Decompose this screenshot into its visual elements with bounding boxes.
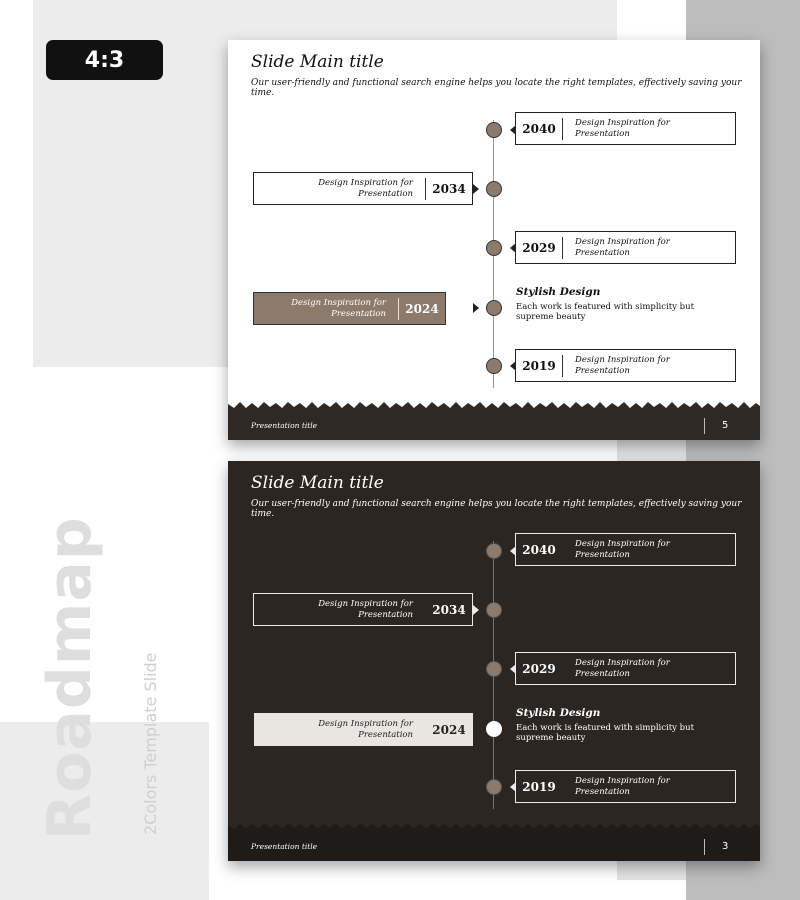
timeline-node: [486, 240, 502, 256]
timeline-year: 2034: [432, 602, 466, 617]
timeline-node: [486, 181, 502, 197]
timeline-desc: Design Inspiration for Presentation: [575, 118, 670, 139]
footer-divider: [704, 839, 705, 855]
aspect-ratio-badge: 4:3: [46, 40, 163, 80]
timeline-card: [515, 652, 736, 685]
side-subtitle: 2Colors Template Slide: [141, 652, 160, 835]
slide-subtitle: Our user-friendly and functional search engine helps you locate the right templates, effectively saving your time.: [251, 499, 742, 519]
page-number: 5: [722, 420, 729, 431]
timeline-card: [253, 593, 473, 626]
side-title: Roadmap: [35, 516, 105, 840]
timeline-desc: Design Inspiration for Presentation: [575, 237, 670, 258]
feature-title: Stylish Design: [516, 286, 601, 298]
timeline-year: 2024: [405, 301, 439, 316]
timeline-node: [486, 358, 502, 374]
timeline-year: 2040: [522, 542, 556, 557]
timeline-card: [253, 172, 473, 205]
page-number: 3: [722, 841, 729, 852]
timeline-desc: Design Inspiration for Presentation: [575, 539, 670, 560]
footer-label: Presentation title: [251, 421, 318, 430]
timeline-node: [486, 543, 502, 559]
slide-subtitle: Our user-friendly and functional search engine helps you locate the right templates, effectively saving your time.: [251, 78, 742, 98]
timeline-card: [515, 112, 736, 145]
timeline-desc: Design Inspiration for Presentation: [575, 658, 670, 679]
timeline-year: 2029: [522, 661, 556, 676]
timeline-year: 2024: [432, 722, 466, 737]
feature-title: Stylish Design: [516, 707, 601, 719]
feature-description: Each work is featured with simplicity but supreme beauty: [516, 302, 695, 322]
timeline-year: 2019: [522, 779, 556, 794]
timeline-desc: Design Inspiration for Presentation: [575, 776, 670, 797]
timeline-year: 2019: [522, 358, 556, 373]
timeline-card-highlight: [253, 292, 446, 325]
timeline-node-active: [486, 300, 502, 316]
timeline-card: [515, 349, 736, 382]
footer-label: Presentation title: [251, 842, 318, 851]
zigzag-border: [228, 823, 760, 831]
zigzag-border: [228, 402, 760, 410]
timeline-year: 2040: [522, 121, 556, 136]
timeline-node: [486, 779, 502, 795]
footer-divider: [704, 418, 705, 434]
pointer-arrow: [473, 184, 479, 194]
slide-light[interactable]: [228, 40, 760, 440]
timeline-node: [486, 602, 502, 618]
timeline-card-highlight: [254, 713, 473, 746]
timeline-desc: Design Inspiration for Presentation: [575, 355, 670, 376]
timeline-node: [486, 122, 502, 138]
feature-description: Each work is featured with simplicity but supreme beauty: [516, 723, 695, 743]
timeline-node: [486, 661, 502, 677]
timeline-card: [515, 770, 736, 803]
timeline-card: [515, 231, 736, 264]
timeline-desc: Design Inspiration for Presentation: [318, 599, 413, 620]
timeline-card: [515, 533, 736, 566]
slide-footer: [228, 410, 760, 440]
timeline-desc: Design Inspiration for Presentation: [318, 719, 413, 740]
timeline-year: 2029: [522, 240, 556, 255]
slide-footer: [228, 831, 760, 861]
slide-title: Slide Main title: [251, 52, 384, 72]
timeline-desc: Design Inspiration for Presentation: [291, 298, 386, 319]
timeline-node-active: [486, 721, 502, 737]
timeline-desc: Design Inspiration for Presentation: [318, 178, 413, 199]
pointer-arrow: [473, 303, 479, 313]
slide-title: Slide Main title: [251, 473, 384, 493]
slide-dark[interactable]: [228, 461, 760, 861]
timeline-year: 2034: [432, 181, 466, 196]
pointer-arrow: [473, 605, 479, 615]
